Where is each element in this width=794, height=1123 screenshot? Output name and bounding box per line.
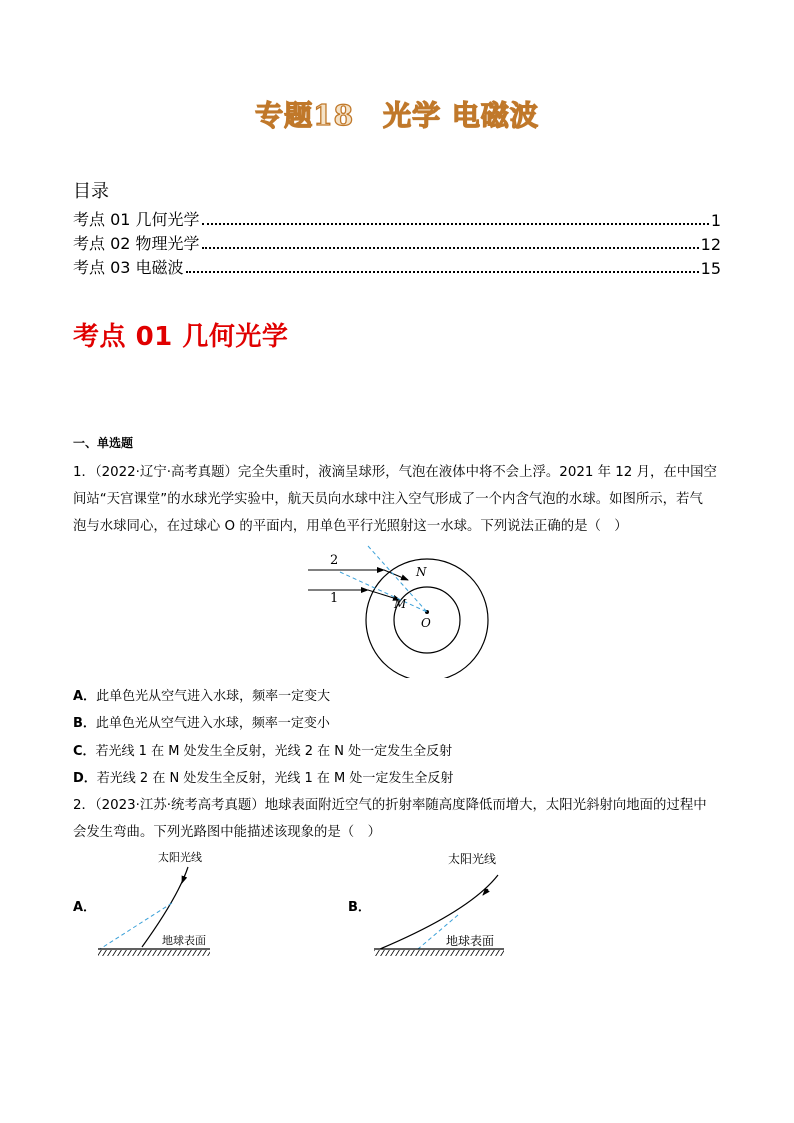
ray-2-label: 2 — [330, 553, 339, 568]
question-1-option-d[interactable] — [73, 767, 453, 786]
ray-2-refracted — [384, 570, 408, 580]
toc-item-label: 考点 03 电磁波 — [73, 258, 184, 277]
question-1-text-line: 间站“天宫课堂”的水球光学实验中，航天员向水球中注入空气形成了一个内含气泡的水球。如图所示，若气 — [73, 492, 703, 507]
ray-direction-arrow — [182, 875, 185, 883]
section-title-name: 几何光学 — [182, 322, 289, 352]
toc-leader-dots — [186, 271, 699, 273]
option-a-diagram — [92, 845, 222, 960]
option-text: 此单色光从空气进入水球，频率一定变小 — [95, 716, 330, 731]
ground-hatch — [98, 950, 210, 956]
section-title-number: 01 — [126, 322, 183, 352]
option-key: C． — [73, 744, 96, 759]
question-1-option-c[interactable] — [73, 740, 452, 759]
ground-hatch — [374, 950, 504, 956]
section-title — [73, 316, 288, 353]
sun-ray-label: 太阳光线 — [158, 851, 202, 864]
center-o-label: O — [421, 616, 431, 630]
point-n-label: N — [416, 565, 427, 579]
part-heading: 一、单选题 — [73, 436, 134, 450]
option-key: A． — [73, 689, 97, 704]
option-text: 若光线 1 在 M 处发生全反射，光线 2 在 N 处一定发生全反射 — [95, 744, 453, 759]
ray-1-label: 1 — [330, 591, 339, 606]
ground-label: 地球表面 — [446, 934, 495, 948]
toc-leader-dots — [202, 223, 709, 225]
question-1-text-line: 1．（2022·辽宁·高考真题）完全失重时，液滴呈球形，气泡在液体中将不会上浮。2021 年 12 月，在中国空 — [73, 465, 717, 480]
water-sphere-figure — [300, 538, 500, 678]
option-text: 此单色光从空气进入水球，频率一定变大 — [96, 689, 331, 704]
toc-leader-dots — [202, 247, 699, 249]
toc-heading: 目录 — [73, 181, 109, 202]
question-1-option-b[interactable] — [73, 712, 330, 731]
toc-item-page: 1 — [710, 211, 721, 230]
option-key: B． — [348, 900, 371, 915]
toc-item[interactable] — [73, 256, 721, 278]
question-1-text-line: 泡与水球同心，在过球心 O 的平面内，用单色平行光照射这一水球。下列说法正确的是（ ） — [73, 519, 628, 534]
toc-item-page: 15 — [700, 259, 721, 278]
option-key: D． — [73, 771, 97, 786]
option-text: 若光线 2 在 N 处发生全反射，光线 1 在 M 处一定发生全反射 — [96, 771, 454, 786]
toc-item-label: 考点 02 物理光学 — [73, 234, 200, 253]
toc-item[interactable] — [73, 232, 721, 254]
option-key: A． — [73, 900, 97, 915]
option-key: B． — [73, 716, 96, 731]
section-title-prefix: 考点 — [73, 322, 127, 352]
toc-item-page: 12 — [700, 235, 721, 254]
option-b-diagram — [370, 845, 515, 960]
question-2-option-b[interactable] — [348, 896, 371, 915]
toc-item[interactable] — [73, 208, 721, 230]
ground-label: 地球表面 — [162, 934, 206, 947]
toc-item-label: 考点 01 几何光学 — [73, 210, 200, 229]
sun-ray-label: 太阳光线 — [448, 852, 497, 866]
question-2-text-line: 2．（2023·江苏·统考高考真题）地球表面附近空气的折射率随高度降低而增大，太阳光斜射向地面的过程中 — [73, 798, 707, 813]
question-2-text-line: 会发生弯曲。下列光路图中能描述该现象的是（ ） — [73, 825, 381, 840]
question-1-option-a[interactable] — [73, 685, 330, 704]
document-title: 专题18 光学 电磁波 — [255, 99, 539, 132]
point-m-label: M — [394, 597, 407, 611]
